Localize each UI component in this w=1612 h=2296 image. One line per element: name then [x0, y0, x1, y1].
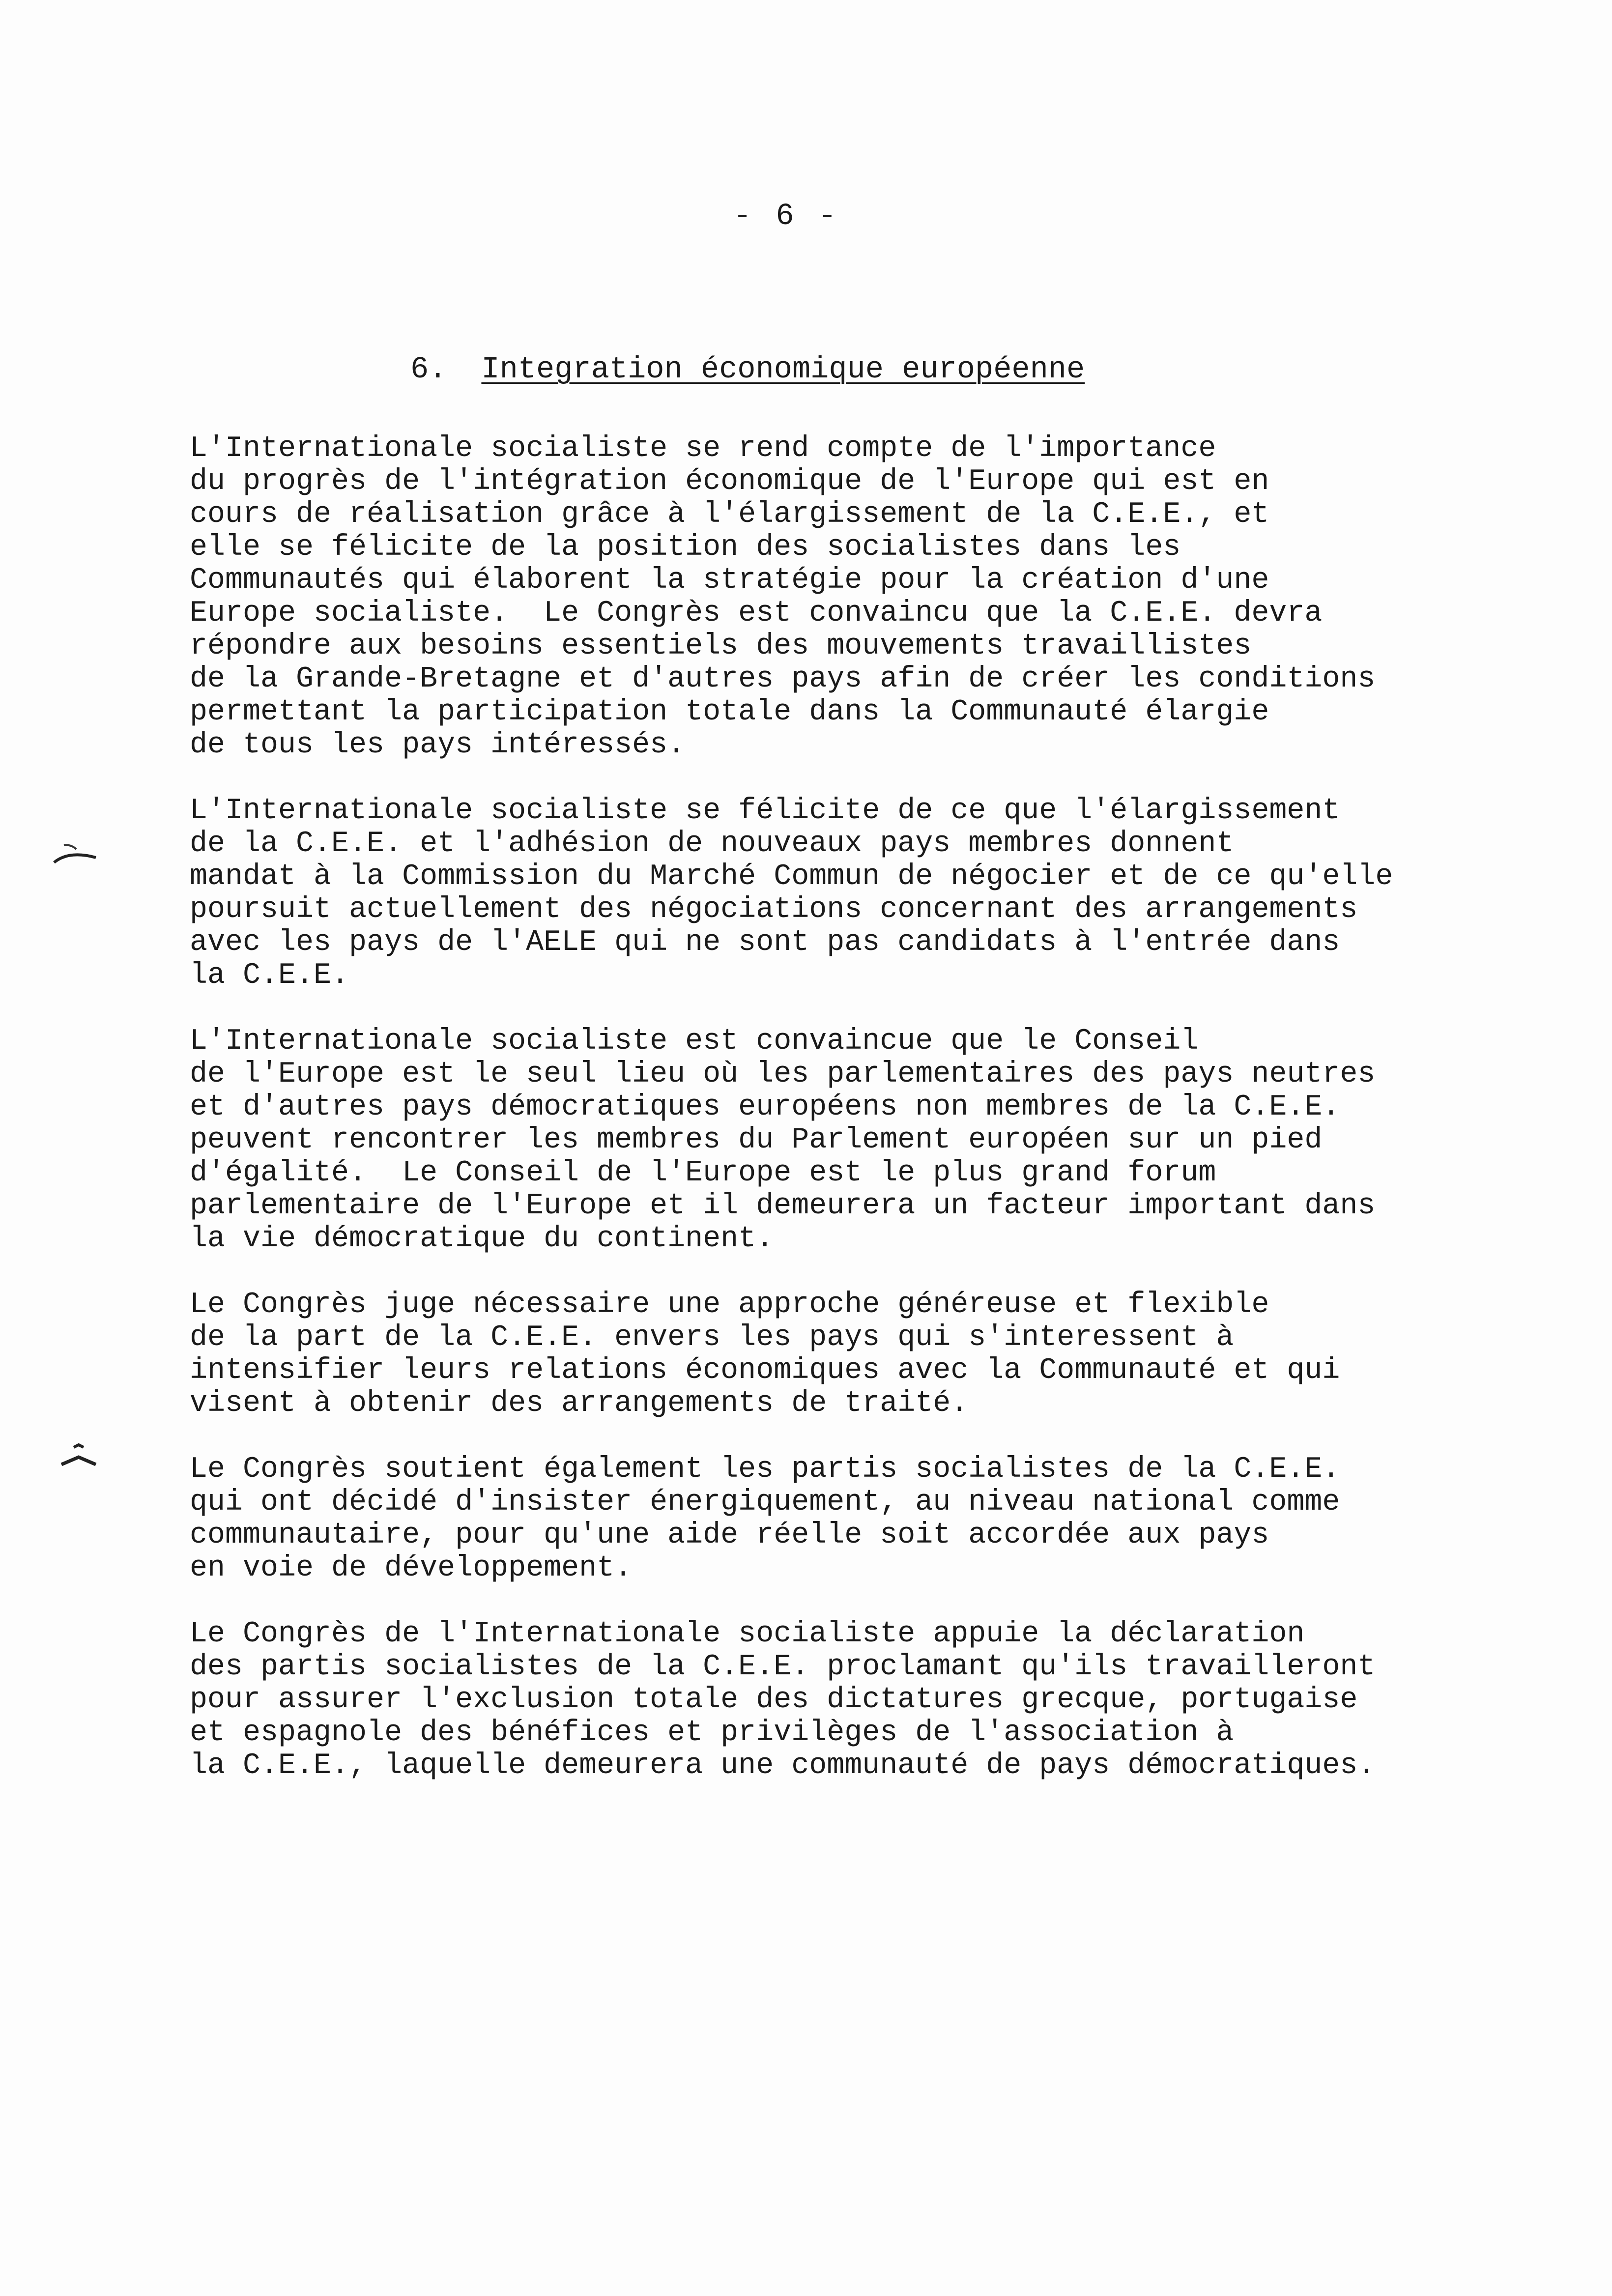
paragraph-4 — [190, 1289, 1585, 1420]
text-line: d'égalité. Le Conseil de l'Europe est le plus grand forum — [190, 1156, 1216, 1190]
paragraph-5 — [190, 1453, 1585, 1585]
text-line: des partis socialistes de la C.E.E. proclamant qu'ils travailleront — [190, 1650, 1376, 1684]
paragraph-1 — [190, 432, 1585, 762]
text-line: Le Congrès juge nécessaire une approche généreuse et flexible — [190, 1288, 1269, 1321]
text-line: L'Internationale socialiste se rend compte de l'importance — [190, 432, 1216, 465]
text-line: Europe socialiste. Le Congrès est convaincu que la C.E.E. devra — [190, 597, 1323, 630]
text-line: Communautés qui élaborent la stratégie pour la création d'une — [190, 564, 1269, 597]
section-title: Integration économique européenne — [481, 352, 1085, 387]
section-number: 6. — [410, 352, 447, 387]
body-text — [190, 432, 1585, 1815]
section-heading — [410, 350, 1085, 389]
text-line: intensifier leurs relations économiques avec la Communauté et qui — [190, 1354, 1340, 1387]
paragraph-2 — [190, 795, 1585, 992]
margin-mark-icon — [49, 835, 103, 875]
text-line: et d'autres pays démocratiques européens non membres de la C.E.E. — [190, 1091, 1340, 1124]
text-line: communautaire, pour qu'une aide réelle soit accordée aux pays — [190, 1519, 1269, 1552]
paragraph-3 — [190, 1025, 1585, 1256]
text-line: de la part de la C.E.E. envers les pays qui s'interessent à — [190, 1321, 1234, 1354]
paragraph-6 — [190, 1618, 1585, 1782]
text-line: de l'Europe est le seul lieu où les parlementaires des pays neutres — [190, 1058, 1376, 1091]
text-line: la vie démocratique du continent. — [190, 1222, 774, 1256]
text-line: la C.E.E. — [190, 959, 349, 992]
text-line: elle se félicite de la position des socialistes dans les — [190, 531, 1181, 564]
text-line: de la Grande-Bretagne et d'autres pays afin de créer les conditions — [190, 662, 1376, 696]
text-line: Le Congrès de l'Internationale socialiste appuie la déclaration — [190, 1617, 1305, 1651]
text-line: L'Internationale socialiste se félicite de ce que l'élargissement — [190, 794, 1340, 828]
text-line: répondre aux besoins essentiels des mouvements travaillistes — [190, 630, 1252, 663]
margin-mark-icon — [54, 1440, 103, 1474]
text-line: parlementaire de l'Europe et il demeurera un facteur important dans — [190, 1189, 1376, 1223]
text-line: avec les pays de l'AELE qui ne sont pas candidats à l'entrée dans — [190, 926, 1340, 959]
text-line: mandat à la Commission du Marché Commun de négocier et de ce qu'elle — [190, 860, 1393, 893]
text-line: Le Congrès soutient également les partis socialistes de la C.E.E. — [190, 1453, 1340, 1486]
text-line: pour assurer l'exclusion totale des dictatures grecque, portugaise — [190, 1683, 1358, 1717]
text-line: la C.E.E., laquelle demeurera une communauté de pays démocratiques. — [190, 1749, 1376, 1782]
text-line: qui ont décidé d'insister énergiquement, au niveau national comme — [190, 1486, 1340, 1519]
text-line: peuvent rencontrer les membres du Parlement européen sur un pied — [190, 1123, 1323, 1157]
text-line: de la C.E.E. et l'adhésion de nouveaux pays membres donnent — [190, 827, 1234, 861]
text-line: L'Internationale socialiste est convaincue que le Conseil — [190, 1025, 1199, 1058]
text-line: poursuit actuellement des négociations concernant des arrangements — [190, 893, 1358, 926]
text-line: en voie de développement. — [190, 1551, 633, 1585]
text-line: cours de réalisation grâce à l'élargissement de la C.E.E., et — [190, 498, 1269, 531]
text-line: et espagnole des bénéfices et privilèges de l'association à — [190, 1716, 1234, 1750]
text-line: permettant la participation totale dans la Communauté élargie — [190, 695, 1269, 729]
text-line: de tous les pays intéressés. — [190, 728, 686, 762]
text-line: du progrès de l'intégration économique de l'Europe qui est en — [190, 465, 1269, 498]
page-number: - 6 - — [733, 199, 840, 233]
text-line: visent à obtenir des arrangements de traité. — [190, 1387, 969, 1420]
